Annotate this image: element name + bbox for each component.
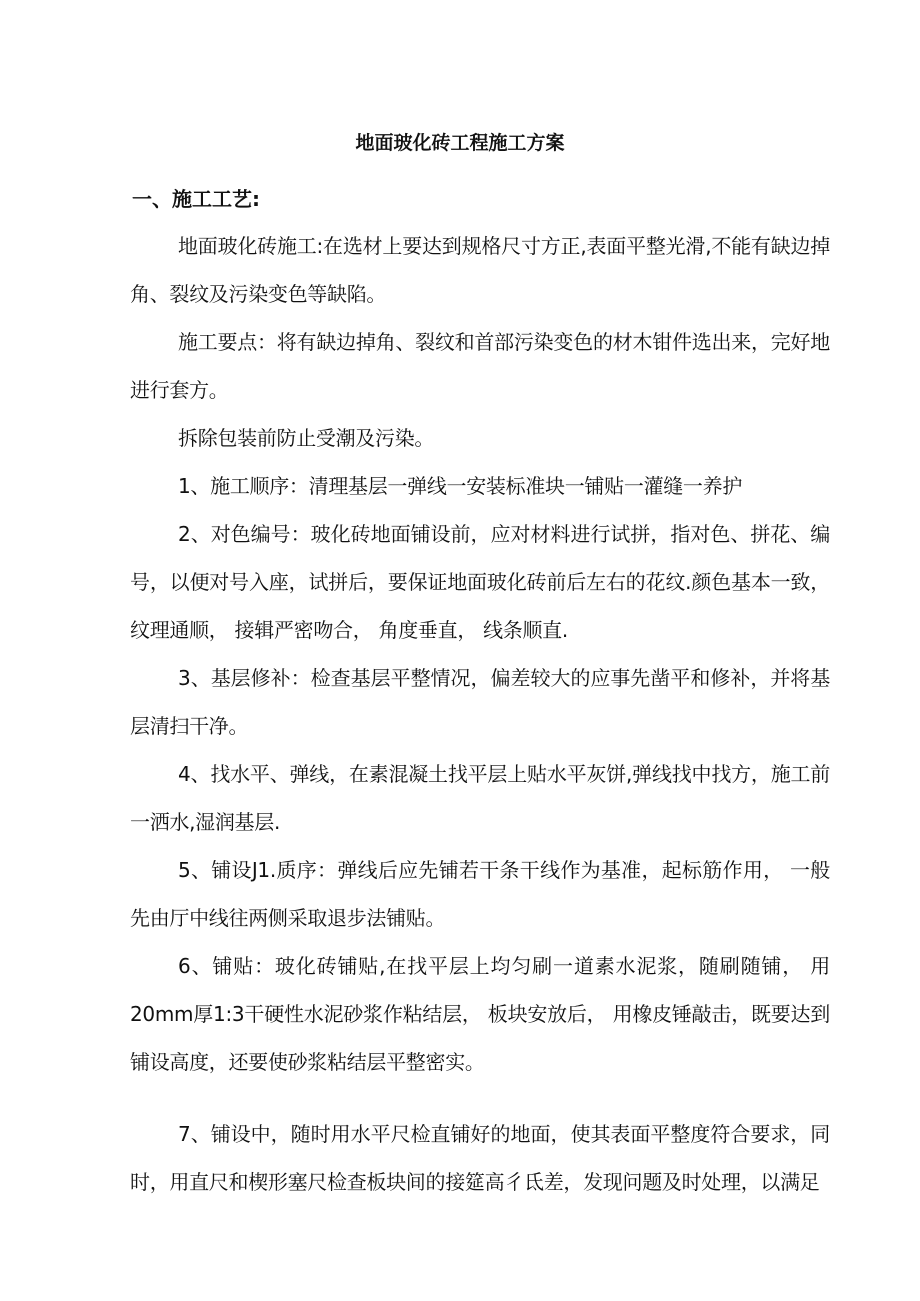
paragraph-step-6: 6、铺贴：玻化砖铺贴,在找平层上均匀刷一道素水泥浆，随刷随铺， 用20mm厚1:3干硬性水泥砂浆作粘结层， 板块安放后， 用橡皮锤敲击，既要达到铺设高度，还要使砂浆粘结层平整密实。 xyxy=(130,954,830,1074)
paragraph-step-5: 5、铺设J1.质序：弹线后应先铺若干条干线作为基准，起标筋作用， 一般先由厅中线往两侧采取退步法铺贴。 xyxy=(130,858,830,930)
paragraph-step-3: 3、基层修补：检查基层平整情况，偏差较大的应事先凿平和修补，并将基层清扫干净。 xyxy=(130,666,830,738)
paragraph-key-points: 施工要点：将有缺边掉角、裂纹和首部污染变色的材木钳件选出来，完好地进行套方。 xyxy=(130,330,830,402)
section-heading: 一、施工工艺: xyxy=(132,187,260,211)
paragraph-step-1: 1、施工顺序：清理基层一弹线一安装标准块一铺贴一灌缝一养护 xyxy=(178,474,743,498)
paragraph-material-selection: 地面玻化砖施工:在选材上要达到规格尺寸方正,表面平整光滑,不能有缺边掉角、裂纹及污染变色等缺陷。 xyxy=(130,234,830,306)
paragraph-packaging: 拆除包装前防止受潮及污染。 xyxy=(178,426,435,450)
paragraph-step-4: 4、找水平、弹线，在素混凝土找平层上贴水平灰饼,弹线找中找方，施工前一洒水,湿润基层. xyxy=(130,762,830,834)
document-title: 地面玻化砖工程施工方案 xyxy=(355,132,565,154)
paragraph-step-7: 7、铺设中，随时用水平尺检直铺好的地面，使其表面平整度符合要求，同时，用直尺和楔形塞尺检查板块间的接筵高彳氐差，发现问题及时处理，以满足 xyxy=(130,1122,830,1194)
paragraph-step-2: 2、对色编号：玻化砖地面铺设前，应对材料进行试拼，指对色、拼花、编号，以便对号入座，试拼后，要保证地面玻化砖前后左右的花纹.颜色基本一致， 纹理通顺， 接辑严密吻合， 角度垂直， 线条顺直. xyxy=(130,522,830,642)
